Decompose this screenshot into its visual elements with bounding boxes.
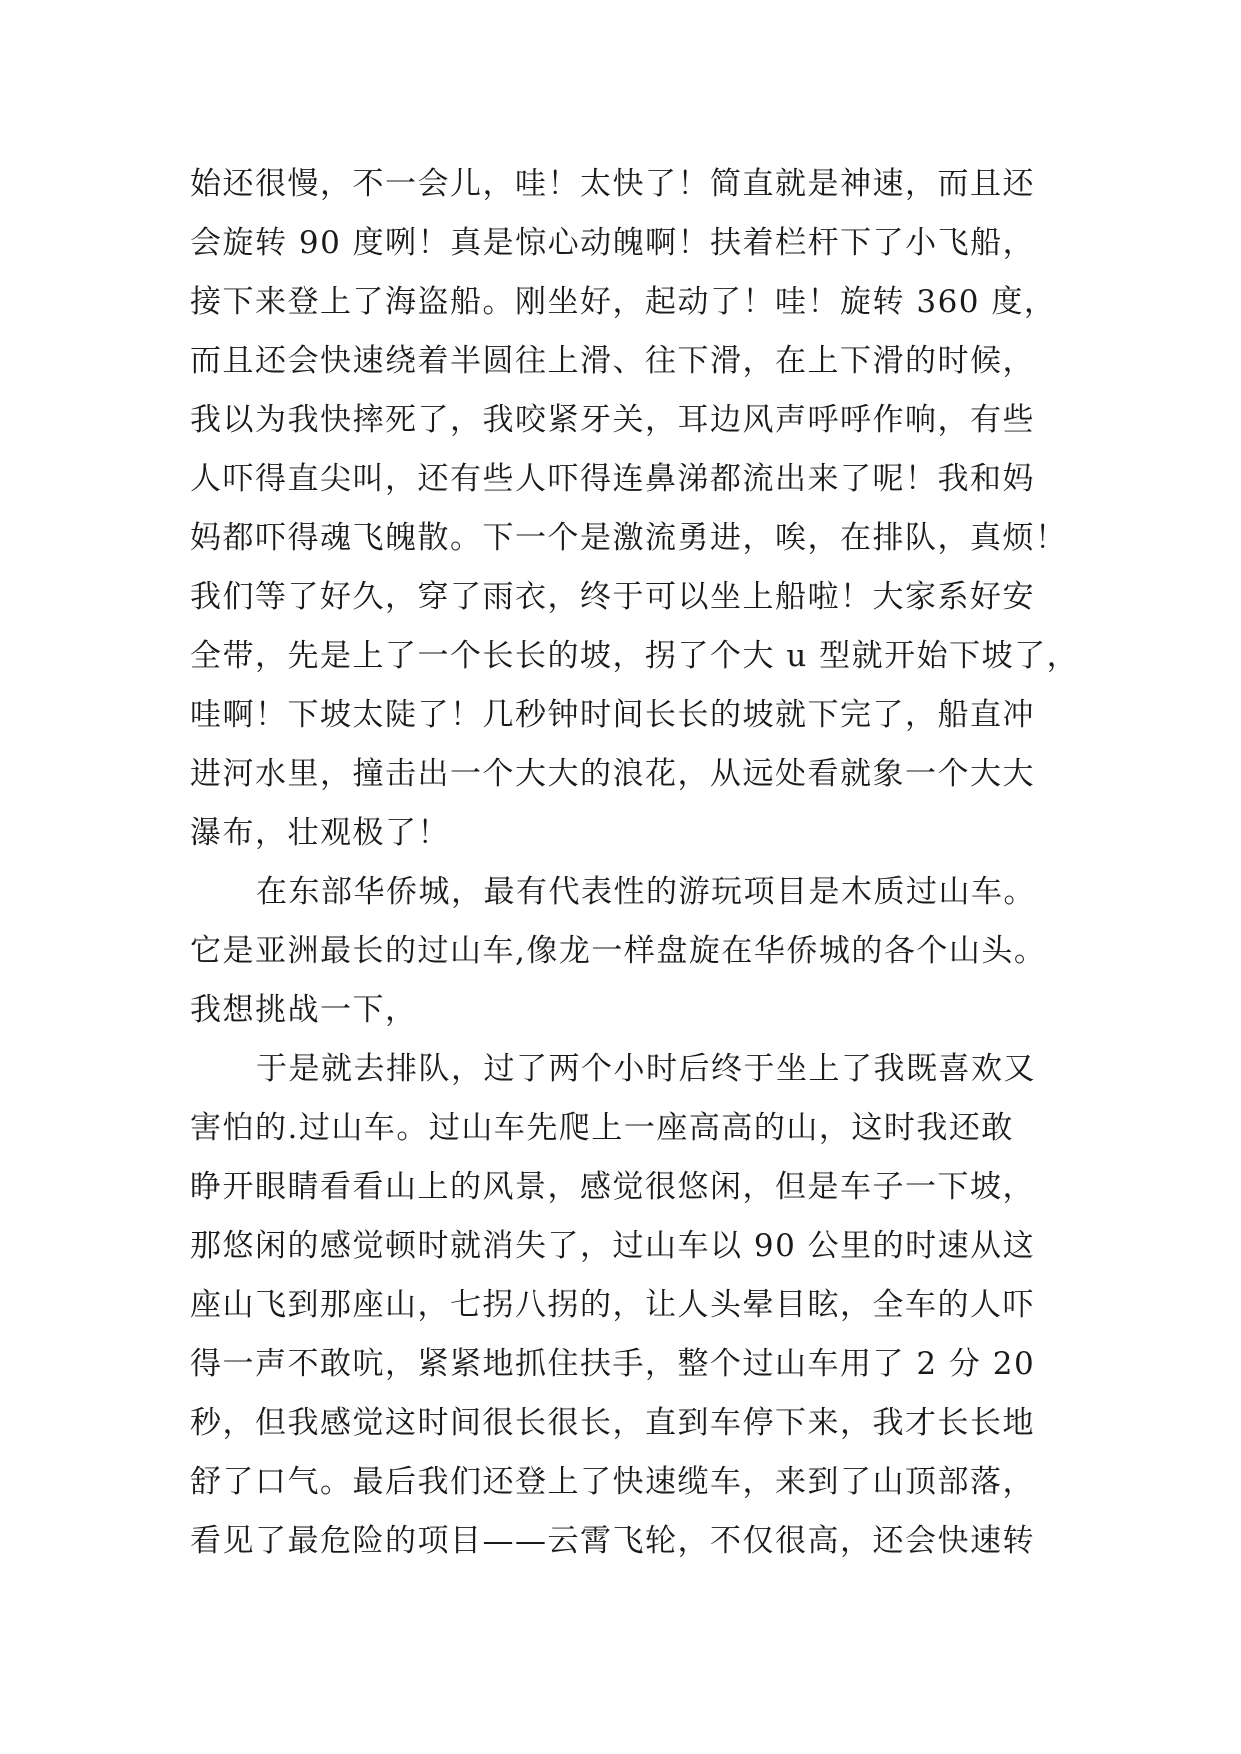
- text-line: 害怕的.过山车。过山车先爬上一座高高的山，这时我还敢: [190, 1110, 1014, 1146]
- body-text: [190, 155, 1080, 1571]
- text-line: 接下来登上了海盗船。刚坐好，起动了！哇！旋转 360 度，: [190, 284, 1057, 320]
- text-line: 而且还会快速绕着半圆往上滑、往下滑，在上下滑的时候，: [190, 343, 1035, 379]
- text-line: 它是亚洲最长的过山车,像龙一样盘旋在华侨城的各个山头。: [190, 933, 1047, 969]
- paragraph-start-line: 在东部华侨城，最有代表性的游玩项目是木质过山车。: [256, 874, 1036, 910]
- text-line: 始还很慢，不一会儿，哇！太快了！简直就是神速，而且还: [190, 166, 1035, 202]
- text-line: 进河水里，撞击出一个大大的浪花，从远处看就象一个大大: [190, 756, 1035, 792]
- text-line: 会旋转 90 度咧！真是惊心动魄啊！扶着栏杆下了小飞船，: [190, 225, 1036, 261]
- text-line: 妈都吓得魂飞魄散。下一个是激流勇进，唉，在排队，真烦！: [190, 520, 1068, 556]
- text-line: 睁开眼睛看看山上的风景，感觉很悠闲，但是车子一下坡，: [190, 1169, 1035, 1205]
- text-line: 那悠闲的感觉顿时就消失了，过山车以 90 公里的时速从这: [190, 1228, 1036, 1264]
- text-line: 我想挑战一下，: [190, 992, 418, 1028]
- text-line: 瀑布，壮观极了！: [190, 815, 450, 851]
- text-line: 秒，但我感觉这时间很长很长，直到车停下来，我才长长地: [190, 1405, 1035, 1441]
- text-line: 舒了口气。最后我们还登上了快速缆车，来到了山顶部落，: [190, 1464, 1035, 1500]
- text-line: 得一声不敢吭，紧紧地抓住扶手，整个过山车用了 2 分 20: [190, 1346, 1036, 1382]
- text-line: 哇啊！下坡太陡了！几秒钟时间长长的坡就下完了，船直冲: [190, 697, 1035, 733]
- text-line: 我们等了好久，穿了雨衣，终于可以坐上船啦！大家系好安: [190, 579, 1035, 615]
- text-line: 看见了最危险的项目——云霄飞轮，不仅很高，还会快速转: [190, 1523, 1035, 1559]
- text-line: 座山飞到那座山，七拐八拐的，让人头晕目眩，全车的人吓: [190, 1287, 1035, 1323]
- text-line: 人吓得直尖叫，还有些人吓得连鼻涕都流出来了呢！我和妈: [190, 461, 1035, 497]
- text-line: 我以为我快摔死了，我咬紧牙关，耳边风声呼呼作响，有些: [190, 402, 1035, 438]
- text-line: 全带，先是上了一个长长的坡，拐了个大 u 型就开始下坡了，: [190, 638, 1080, 674]
- paragraph-start-line: 于是就去排队，过了两个小时后终于坐上了我既喜欢又: [256, 1051, 1036, 1087]
